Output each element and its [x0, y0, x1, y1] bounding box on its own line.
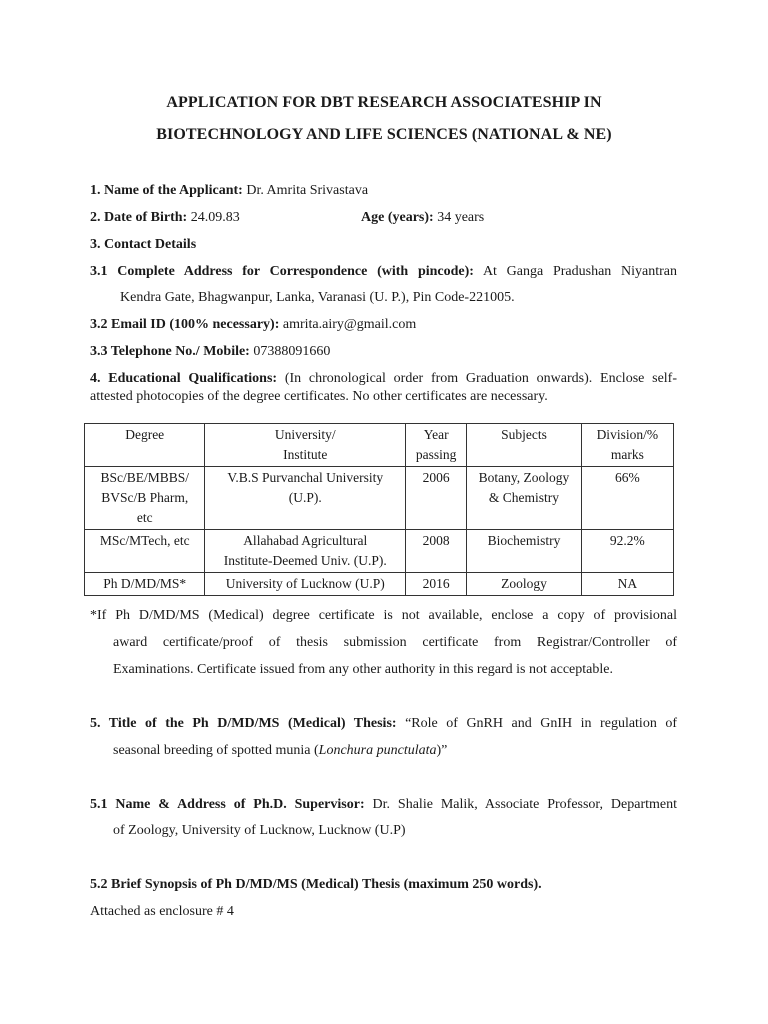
cell-year: 2006: [406, 467, 467, 530]
cell-degree: Ph D/MD/MS*: [85, 573, 205, 596]
cell-division: NA: [581, 573, 673, 596]
address-line2: Kendra Gate, Bhagwanpur, Lanka, Varanasi (U. P.), Pin Code-221005.: [120, 290, 515, 305]
header-degree: Degree: [85, 424, 205, 467]
phone-label: 3.3 Telephone No./ Mobile:: [90, 344, 250, 359]
cell-division: 92.2%: [581, 530, 673, 573]
education-text-line1: (In chronological order from Graduation onwards). Enclose self-: [284, 371, 677, 386]
applicant-name-label: 1. Name of the Applicant:: [90, 183, 243, 198]
cell-degree: BSc/BE/MBBS/ BVSc/B Pharm, etc: [85, 467, 205, 530]
phone-value: 07388091660: [253, 344, 331, 359]
cell-division: 66%: [581, 467, 673, 530]
table-row: [85, 467, 674, 530]
cell-year: 2008: [406, 530, 467, 573]
dob-label: 2. Date of Birth:: [90, 210, 188, 225]
email-row: [90, 317, 416, 333]
education-table: [84, 423, 674, 596]
cell-subjects: Zoology: [467, 573, 581, 596]
note-line2: award certificate/proof of thesis submission certificate from Registrar/Controller of: [113, 635, 677, 650]
header-subjects: Subjects: [467, 424, 581, 467]
age-label: Age (years):: [361, 210, 434, 225]
thesis-line2-text: seasonal breeding of spotted munia (: [113, 743, 319, 758]
thesis-line1: “Role of GnRH and GnIH in regulation of: [405, 716, 678, 731]
cell-year: 2016: [406, 573, 467, 596]
cell-subjects: Botany, Zoology & Chemistry: [467, 467, 581, 530]
thesis-line2: [113, 743, 447, 759]
email-value: amrita.airy@gmail.com: [282, 317, 417, 332]
header-year: Year passing: [406, 424, 467, 467]
species-name: Lonchura punctulata: [318, 743, 437, 758]
age-row: [361, 210, 484, 226]
education-text-line2: attested photocopies of the degree certificates. No other certificates are necessary.: [90, 389, 548, 404]
email-label: 3.2 Email ID (100% necessary):: [90, 317, 280, 332]
document-title-line2: BIOTECHNOLOGY AND LIFE SCIENCES (NATIONAL & NE): [156, 126, 612, 143]
note-line3: Examinations. Certificate issued from any other authority in this regard is not acceptable.: [113, 662, 613, 677]
cell-subjects: Biochemistry: [467, 530, 581, 573]
contact-heading: 3. Contact Details: [90, 237, 197, 252]
supervisor-line2: of Zoology, University of Lucknow, Lucknow (U.P): [113, 823, 406, 838]
document-title-line1: APPLICATION FOR DBT RESEARCH ASSOCIATESHIP IN: [166, 94, 602, 111]
synopsis-value: Attached as enclosure # 4: [90, 904, 234, 919]
thesis-label: 5. Title of the Ph D/MD/MS (Medical) Thesis:: [90, 716, 397, 731]
cell-degree: MSc/MTech, etc: [85, 530, 205, 573]
education-label: 4. Educational Qualifications:: [90, 371, 278, 386]
table-header-row: [85, 424, 674, 467]
table-row: [85, 530, 674, 573]
thesis-row: [90, 716, 677, 732]
supervisor-label: 5.1 Name & Address of Ph.D. Supervisor:: [90, 797, 365, 812]
address-label: 3.1 Complete Address for Correspondence (with pincode):: [90, 264, 474, 279]
thesis-line2-end: )”: [436, 743, 448, 758]
supervisor-row: [90, 797, 677, 813]
cell-university: University of Lucknow (U.P): [205, 573, 406, 596]
dob-row: [90, 210, 240, 226]
cell-university: V.B.S Purvanchal University (U.P).: [205, 467, 406, 530]
header-university: University/ Institute: [205, 424, 406, 467]
education-intro-line1: [90, 371, 677, 387]
supervisor-line1: Dr. Shalie Malik, Associate Professor, Department: [372, 797, 678, 812]
applicant-name-value: Dr. Amrita Srivastava: [246, 183, 369, 198]
applicant-name-row: [90, 183, 368, 199]
note-line1: *If Ph D/MD/MS (Medical) degree certificate is not available, enclose a copy of provisional: [90, 608, 677, 623]
table-row: [85, 573, 674, 596]
dob-value: 24.09.83: [190, 210, 240, 225]
cell-university: Allahabad Agricultural Institute-Deemed Univ. (U.P).: [205, 530, 406, 573]
synopsis-label: 5.2 Brief Synopsis of Ph D/MD/MS (Medical) Thesis (maximum 250 words).: [90, 877, 542, 892]
address-line1: At Ganga Pradushan Niyantran: [482, 264, 678, 279]
address-row: [90, 264, 677, 280]
header-division: Division/% marks: [581, 424, 673, 467]
age-value: 34 years: [437, 210, 485, 225]
phone-row: [90, 344, 330, 360]
